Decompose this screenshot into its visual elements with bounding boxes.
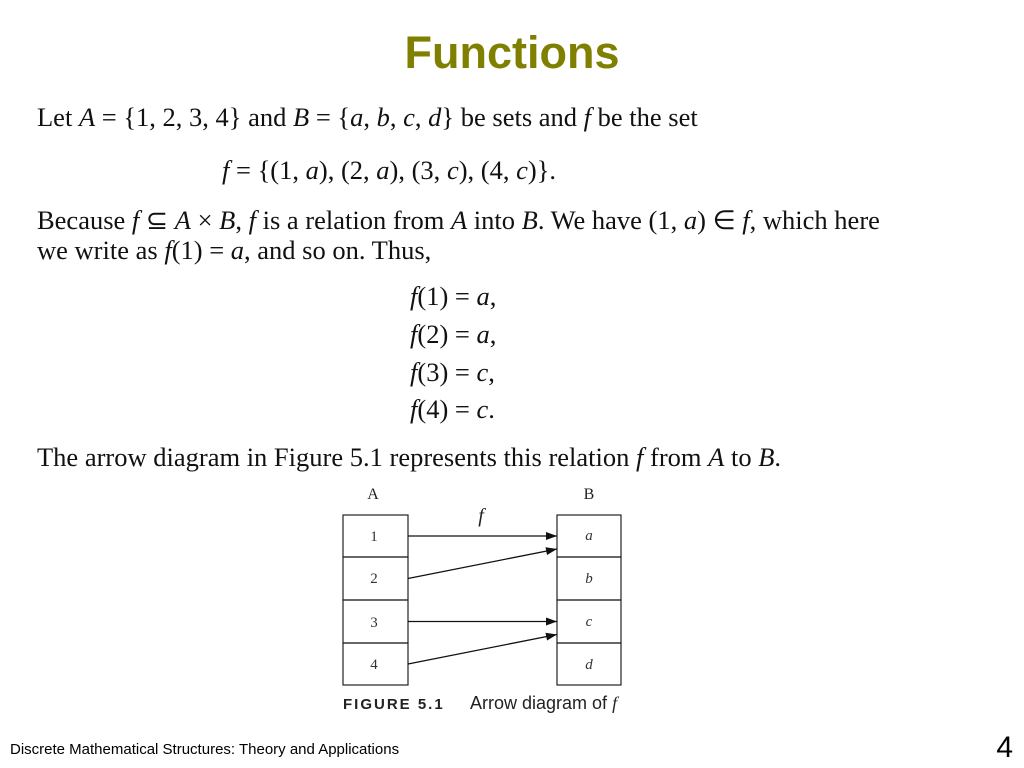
text-run: . We have (1, bbox=[537, 205, 684, 235]
text-run: to bbox=[724, 442, 759, 472]
math-symbol: c bbox=[476, 394, 489, 424]
page-number: 4 bbox=[996, 731, 1013, 764]
math-symbol: c bbox=[446, 155, 459, 185]
math-symbol: a bbox=[476, 281, 490, 311]
domain-element: 3 bbox=[370, 615, 378, 631]
text-run: )}. bbox=[527, 155, 557, 185]
math-symbol: B bbox=[758, 442, 775, 472]
slide-title: Functions bbox=[404, 27, 620, 78]
text-run: . bbox=[488, 394, 495, 424]
text-run: is a relation from bbox=[255, 205, 451, 235]
text-run: (3) = bbox=[417, 357, 477, 387]
text-run: Let bbox=[37, 102, 79, 132]
text-run: ), (2, bbox=[318, 155, 377, 185]
text-run: from bbox=[643, 442, 709, 472]
text-run: Because bbox=[37, 205, 132, 235]
text-run: = {(1, bbox=[229, 155, 306, 185]
slide-footer: Discrete Mathematical Structures: Theory and Applications bbox=[10, 741, 400, 758]
text-run: , bbox=[489, 281, 497, 311]
figure-caption-number: FIGURE 5.1 bbox=[343, 696, 445, 713]
function-value-line bbox=[410, 319, 496, 349]
codomain-element: a bbox=[585, 528, 593, 544]
math-symbol: f bbox=[410, 281, 418, 311]
text-run: × bbox=[190, 205, 220, 235]
math-symbol: A bbox=[450, 205, 468, 235]
figure-caption-text: Arrow diagram of bbox=[470, 693, 613, 713]
text-run: , and so on. Thus, bbox=[244, 235, 432, 265]
function-label: f bbox=[478, 505, 484, 527]
relation-explanation-line bbox=[37, 205, 880, 235]
function-value-line bbox=[410, 394, 495, 424]
math-symbol: c bbox=[476, 357, 489, 387]
math-symbol: f bbox=[131, 205, 140, 235]
text-run: we write as bbox=[37, 235, 165, 265]
sets-definition-line bbox=[37, 102, 698, 132]
math-symbol: a bbox=[230, 235, 245, 265]
function-set-equation bbox=[222, 155, 556, 185]
text-run: ⊆ bbox=[139, 205, 175, 235]
text-run: (4) = bbox=[417, 394, 477, 424]
text-run: ), (3, bbox=[389, 155, 447, 185]
text-run: ), (4, bbox=[458, 155, 517, 185]
text-run: (2) = bbox=[417, 319, 477, 349]
notation-explanation-line bbox=[37, 235, 431, 265]
text-run: , bbox=[389, 102, 404, 132]
math-symbol: A bbox=[78, 102, 96, 132]
codomain-element: d bbox=[585, 657, 593, 673]
function-value-line bbox=[410, 357, 495, 387]
figure-caption bbox=[470, 693, 620, 713]
math-symbol: a bbox=[350, 102, 364, 132]
arrow-diagram bbox=[330, 478, 640, 723]
text-run: into bbox=[467, 205, 522, 235]
math-symbol: c bbox=[403, 102, 415, 132]
math-symbol: f bbox=[410, 394, 418, 424]
domain-element: 1 bbox=[370, 529, 378, 545]
text-run: , bbox=[363, 102, 377, 132]
math-symbol: f bbox=[742, 205, 750, 235]
text-run: , bbox=[414, 102, 429, 132]
codomain-element: c bbox=[585, 614, 593, 630]
math-symbol: f bbox=[248, 205, 256, 235]
text-run: , bbox=[488, 357, 495, 387]
text-run: The arrow diagram in Figure 5.1 represents this relation bbox=[37, 442, 637, 472]
math-symbol: f bbox=[222, 155, 230, 185]
domain-set-label: A bbox=[367, 486, 379, 503]
function-value-line bbox=[410, 281, 496, 311]
math-symbol: A bbox=[708, 442, 725, 472]
text-run: . bbox=[774, 442, 782, 472]
mapping-arrow bbox=[408, 549, 557, 579]
math-symbol: a bbox=[376, 155, 390, 185]
math-symbol: f bbox=[164, 235, 172, 265]
domain-element: 4 bbox=[370, 657, 378, 673]
text-run: , which here bbox=[749, 205, 880, 235]
codomain-set-label: B bbox=[583, 486, 595, 503]
text-run: , bbox=[235, 205, 249, 235]
math-symbol: B bbox=[293, 102, 310, 132]
math-symbol: f bbox=[410, 357, 418, 387]
math-symbol: f bbox=[636, 442, 644, 472]
arrow-diagram-intro-line bbox=[37, 442, 781, 472]
text-run: = {1, 2, 3, 4} and bbox=[95, 102, 294, 132]
mapping-arrows bbox=[408, 536, 557, 664]
math-symbol: B bbox=[521, 205, 538, 235]
math-symbol: a bbox=[476, 319, 490, 349]
math-symbol: f bbox=[410, 319, 418, 349]
math-symbol: a bbox=[305, 155, 319, 185]
math-symbol: f bbox=[583, 102, 592, 132]
math-symbol: d bbox=[428, 102, 442, 132]
text-run: ) ∈ bbox=[697, 205, 743, 235]
text-run: = { bbox=[309, 102, 351, 132]
text-run: be the set bbox=[591, 102, 698, 132]
figure-caption-symbol: f bbox=[612, 693, 618, 713]
math-symbol: c bbox=[516, 155, 528, 185]
math-symbol: B bbox=[219, 205, 236, 235]
text-run: } be sets and bbox=[441, 102, 584, 132]
text-run: (1) = bbox=[171, 235, 231, 265]
math-symbol: b bbox=[376, 102, 390, 132]
text-run: , bbox=[489, 319, 497, 349]
math-symbol: a bbox=[683, 205, 698, 235]
domain-element: 2 bbox=[370, 571, 378, 587]
codomain-element: b bbox=[585, 571, 593, 587]
text-run: (1) = bbox=[417, 281, 477, 311]
mapping-arrow bbox=[408, 635, 557, 665]
math-symbol: A bbox=[174, 205, 191, 235]
